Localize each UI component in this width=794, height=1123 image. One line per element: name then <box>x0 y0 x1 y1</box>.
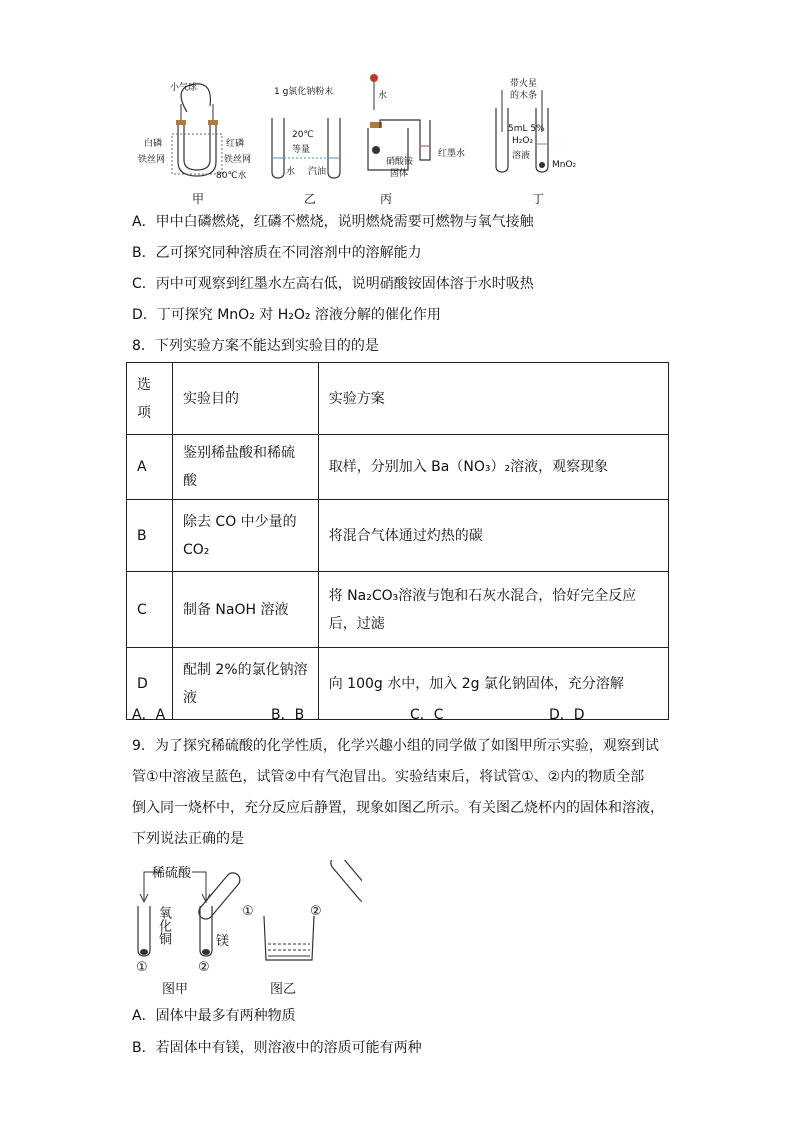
row-purpose: 制备 NaOH 溶液 <box>172 572 318 648</box>
label-mno2: MnO₂ <box>552 160 577 170</box>
row-plan: 将混合气体通过灼热的碳 <box>318 500 668 572</box>
caption-figure-yi: 图乙 <box>270 982 297 997</box>
figure-caption: 乙 <box>304 192 317 206</box>
header-option: 选项 <box>127 363 173 435</box>
label-water: 水 <box>378 91 388 101</box>
label-glowing-splint-1: 带火星 <box>510 79 538 89</box>
q9-stem-line-3: 倒入同一烧杯中，充分反应后静置，现象如图乙所示。有关图乙烧杯内的固体和溶液， <box>132 800 664 816</box>
label-solid: 固体 <box>390 169 409 179</box>
label-pour-2: ② <box>310 904 322 919</box>
label-balloon: 小气球 <box>170 83 198 93</box>
label-glowing-splint-2: 的木条 <box>510 91 538 101</box>
q7-option-d: D．丁可探究 MnO₂ 对 H₂O₂ 溶液分解的催化作用 <box>132 307 441 323</box>
label-copper-oxide: 氧化铜 <box>156 906 171 945</box>
row-purpose: 鉴别稀盐酸和稀硫酸 <box>172 435 318 500</box>
q8-stem: 8．下列实验方案不能达到实验目的的是 <box>132 338 379 354</box>
q8-choice-a: A．A <box>132 707 166 723</box>
figure-jia <box>132 72 252 212</box>
caption-figure-jia: 图甲 <box>162 982 189 997</box>
label-tube-1: ① <box>136 960 148 975</box>
table-row <box>127 500 669 572</box>
table-row <box>127 435 669 500</box>
label-red-phosphorus: 红磷 <box>226 139 245 149</box>
label-pour-1: ① <box>242 904 254 919</box>
label-hot-water: 80℃水 <box>216 171 247 181</box>
row-plan: 取样，分别加入 Ba（NO₃）₂溶液，观察现象 <box>318 435 668 500</box>
row-label: C <box>127 572 173 648</box>
q8-choice-d: D．D <box>549 707 585 723</box>
figure-caption: 甲 <box>192 192 205 206</box>
row-purpose: 除去 CO 中少量的 CO₂ <box>172 500 318 572</box>
q8-choice-b: B．B <box>271 707 305 723</box>
figure-caption: 丁 <box>532 192 545 206</box>
label-white-phosphorus: 白磷 <box>144 139 163 149</box>
header-plan: 实验方案 <box>318 363 668 435</box>
label-solution: 溶液 <box>512 151 531 161</box>
row-label: A <box>127 435 173 500</box>
q9-option-b: B．若固体中有镁，则溶液中的溶质可能有两种 <box>132 1040 422 1056</box>
label-gasoline: 汽油 <box>308 167 327 177</box>
label-h2o2: H₂O₂ <box>512 136 534 146</box>
label-ammonium-nitrate: 硝酸铵 <box>386 157 414 167</box>
q8-choice-c: C．C <box>410 707 444 723</box>
table-header-row <box>127 363 669 435</box>
row-plan: 向 100g 水中，加入 2g 氯化钠固体，充分溶解 <box>318 648 668 720</box>
row-label: B <box>127 500 173 572</box>
figure-ding <box>492 72 592 212</box>
label-salt-powder: 1 g氯化钠粉末 <box>274 87 334 97</box>
label-water: 水 <box>286 167 296 177</box>
label-magnesium: 镁 <box>216 934 230 949</box>
q8-choices <box>132 704 672 724</box>
header-purpose: 实验目的 <box>172 363 318 435</box>
label-tube-2: ② <box>198 960 210 975</box>
q9-option-a: A．固体中最多有两种物质 <box>132 1008 296 1024</box>
label-equal-amount: 等量 <box>292 145 311 155</box>
q7-option-a: A．甲中白磷燃烧，红磷不燃烧，说明燃烧需要可燃物与氧气接触 <box>132 214 534 230</box>
experiment-table <box>126 362 669 720</box>
figure-yi <box>264 72 364 212</box>
label-wire-mesh-left: 铁丝网 <box>138 155 166 165</box>
q7-option-b: B．乙可探究同种溶质在不同溶剂中的溶解能力 <box>132 245 422 261</box>
label-red-ink: 红墨水 <box>438 149 466 159</box>
row-plan: 将 Na₂CO₃溶液与饱和石灰水混合，恰好完全反应后，过滤 <box>318 572 668 648</box>
q7-figure-row <box>132 72 592 212</box>
q9-stem-line-1: 9．为了探究稀硫酸的化学性质，化学兴趣小组的同学做了如图甲所示实验，观察到试 <box>132 738 659 754</box>
label-volume: 5mL 5% <box>508 124 545 134</box>
figure-bing <box>364 72 484 212</box>
label-temperature: 20℃ <box>292 130 314 140</box>
q7-option-c: C．丙中可观察到红墨水左高右低，说明硝酸铵固体溶于水时吸热 <box>132 276 534 292</box>
label-wire-mesh-right: 铁丝网 <box>224 155 252 165</box>
row-label: D <box>127 648 173 720</box>
table-row <box>127 572 669 648</box>
q9-stem-line-4: 下列说法正确的是 <box>132 831 244 847</box>
q9-stem-line-2: 管①中溶液呈蓝色，试管②中有气泡冒出。实验结束后，将试管①、②内的物质全部 <box>132 769 645 785</box>
label-dilute-sulfuric-acid: 稀硫酸 <box>152 866 192 881</box>
row-purpose: 配制 2%的氯化钠溶液 <box>172 648 318 720</box>
figure-caption: 丙 <box>380 192 393 206</box>
q9-figures <box>132 860 362 1000</box>
